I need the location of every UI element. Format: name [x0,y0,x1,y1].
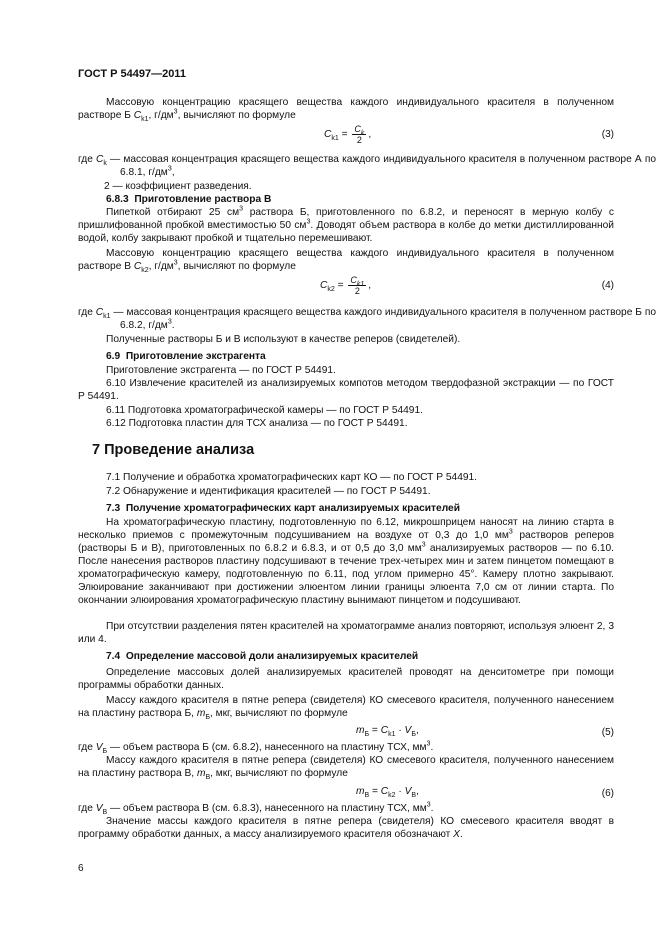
equation-number-6: (6) [601,788,614,799]
fraction-4: $\frac{C_{k1}}{2}$ [350,275,365,296]
paragraph-6-8-3-3: Полученные растворы Б и В используют в качестве реперов (свидетелей). [106,334,461,345]
where-clause-3-dilution: 2 — коэффициент разведения. [104,181,252,192]
equation-number-5: (5) [601,727,614,738]
paragraph-concentration-b: Массовую концентрацию красящего вещества каждого индивидуального красителя в полученном растворе Б $C_{k1}$, $г/дм^3$, вычисляют по формуле [78,97,614,124]
equation-number-3: (3) [601,129,614,140]
paragraph-7-3-2: При отсутствии разделения пятен красителей на хроматограмме анализ повторяют, используя элюент 2, 3 или 4. [78,621,614,645]
heading-6-9: 6.9 Приготовление экстрагента [106,351,266,362]
equation-number-4: (4) [601,280,614,291]
heading-6-8-3: 6.8.3 Приготовление раствора В [106,194,272,205]
paragraph-6-8-3-1: Пипеткой отбирают 25 $см^3$ раствора Б, приготовленного по 6.8.2, и переносят в мерную колбу с пришлифованной пробкой вместимостью 50 $см^3$. Доводят объем раствора в колбе до метки дистиллированной водой, колбу закрывают пробкой и тщательно перемешивают. [78,205,615,244]
heading-7-3: 7.3 Получение хроматографических карт анализируемых красителей [106,503,460,514]
paragraph-7-4-4: Значение массы каждого красителя в пятне репера (свидетеля) КО смесевого красителя вводят в программу обработки данных, а массу анализируемого красителя обозначают X. [78,816,614,840]
page-number: 6 [78,863,84,874]
where-clause-4: где $C_{k1}$ — массовая концентрация красящего вещества каждого индивидуального красителя в полученном растворе Б по 6.8.2, $г/дм^3$. [78,307,656,331]
paragraph-6-10: 6.10 Извлечение красителей из анализируемых компотов методом твердофазной экстракции — по ГОСТ Р 54491. [78,378,614,402]
paragraph-7-4-3: Массу каждого красителя в пятне репера (свидетеля) КО смесевого красителя, полученного нанесением на пластину раствора В, $m_В$, мкг, вычисляют по формуле [78,755,614,782]
paragraph-7-1: 7.1 Получение и обработка хроматографических карт КО — по ГОСТ Р 54491. [106,472,478,483]
section-7-heading: 7 Проведение анализа [92,442,255,458]
paragraph-7-2: 7.2 Обнаружение и идентификация красителей — по ГОСТ Р 54491. [106,486,431,497]
document-header: ГОСТ Р 54497—2011 [78,68,186,80]
formula-3: $C_{k1}$ = $\frac{C_k}{2}$ , [324,124,372,145]
formula-4: $C_{k2}$ = $\frac{C_{k1}}{2}$ , [320,275,372,296]
paragraph-7-4-2: Массу каждого красителя в пятне репера (свидетеля) КО смесевого красителя, полученного нанесением на пластину раствора Б, $m_Б$, мкг, вычисляют по формуле [78,695,614,722]
paragraph-7-4-1: Определение массовых долей анализируемых красителей проводят на денситометре при помощи программы обработки данных. [78,667,614,691]
formula-6: $m_В = C_{k2} \cdot V_В$, [356,786,419,800]
paragraph-6-11: 6.11 Подготовка хроматографической камеры — по ГОСТ Р 54491. [106,405,423,416]
paragraph-7-3-1: На хроматографическую пластину, подготовленную по 6.12, микрошприцем наносят на линию старта в несколько приемов с промежуточным подсушиванием на воздухе от 0,3 до 1,0 $мм^3$ растворов реперов (растворы Б и В), приготовленных по 6.8.2 и 6.8.3, и от 0,5 до 3,0 $мм^3$ анализируемых растворов — по 6.10. После нанесения растворов пластину подсушивают в течение трех-четырех мин и затем пинцетом помещают в хроматографическую камеру, подготовленную по 6.11, под углом примерно 45°. Камеру плотно закрывают. Элюирование заканчивают при достижении элюентом линии границы элюента 7,0 см от линии старта. По окончании элюирования хроматографическую пластину вынимают пинцетом и подсушивают. [78,517,615,606]
where-clause-5: где $V_Б$ — объем раствора Б (см. 6.8.2), нанесенного на пластину ТСХ, $мм^3$. [78,740,434,756]
paragraph-6-8-3-2: Массовую концентрацию красящего вещества каждого индивидуального красителя в полученном растворе В $C_{k2}$, $г/дм^3$, вычисляют по формуле [78,248,614,275]
where-clause-3: где $C_k$ — массовая концентрация красящего вещества каждого индивидуального красителя в полученном растворе А по 6.8.1, $г/дм^3$, [78,154,657,178]
paragraph-6-9: Приготовление экстрагента — по ГОСТ Р 54491. [106,365,336,376]
formula-5: $m_Б = C_{k1} \cdot V_Б$, [356,725,419,739]
heading-7-4: 7.4 Определение массовой доли анализируемых красителей [106,651,419,662]
paragraph-6-12: 6.12 Подготовка пластин для ТСХ анализа — по ГОСТ Р 54491. [106,418,408,429]
fraction-3: $\frac{C_k}{2}$ [354,124,365,145]
where-clause-6: где $V_В$ — объем раствора В (см. 6.8.3), нанесенного на пластину ТСХ, $мм^3$. [78,801,434,817]
